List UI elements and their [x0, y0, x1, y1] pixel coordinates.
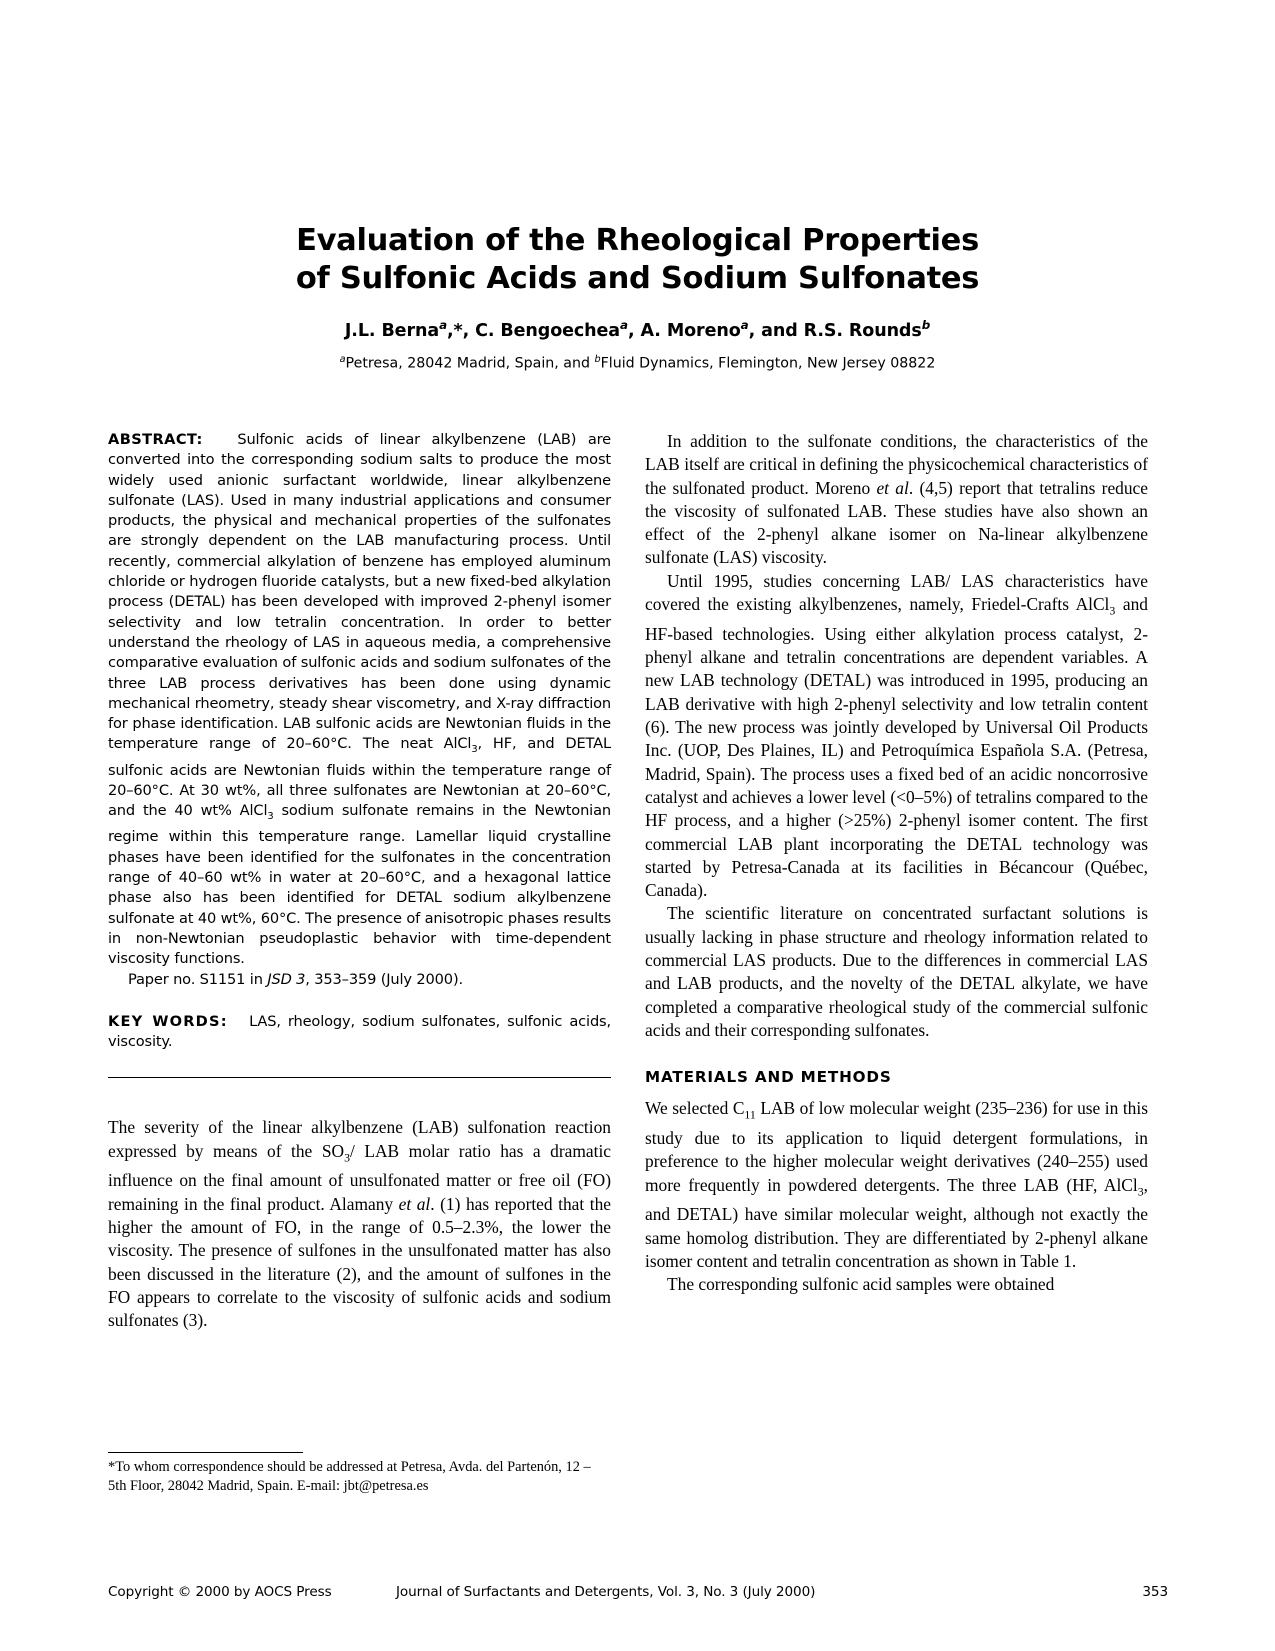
right-p2-part-2: and HF-based technologies. Using either alkylation process catalyst, 2-phenyl alkane and tetralin concentrations are dependent variables. A new LAB technology (DETAL) was introduced in 1995, producing an LAB derivative with high 2-phenyl selectivity and low tetralin content (6). The new process was jointly developed by Universal Oil Products Inc. (UOP, Des Plaines, IL) and Petroquímica Española S.A. (Petresa, Madrid, Spain). The process uses a fixed bed of an acidic noncorrosive catalyst and achieves a lower level (<0–5%) of tetralins compared to the HF process, and a higher (>25%) 2-phenyl isomer content. The first commercial LAB plant incorporating the DETAL technology was started by Petresa-Canada at its facilities in Bécancour (Québec, Canada).: [645, 594, 1148, 901]
right-p1-part-2: . (4,5) report that tetralins reduce the viscosity of sulfonated LAB. These studies have also shown an effect of the 2-phenyl alkane isomer on Na-linear alkylbenzene sulfonate (LAS) viscosity.: [645, 477, 1148, 568]
author-sep-1: ,*,: [447, 320, 476, 341]
left-p1-subscript: 3: [344, 1150, 350, 1165]
abstract-paragraph: [108, 430, 611, 970]
right-p1-part-1: In addition to the sulfonate conditions, the characteristics of the LAB itself are critical in defining the physicochemical characteristics of the sulfonated product. Moreno: [645, 431, 1148, 498]
affiliation-text-b: Fluid Dynamics, Flemington, New Jersey 08822: [600, 355, 936, 372]
author-affil-marker-3: a: [740, 318, 749, 332]
abstract-text-part-2: , HF, and DETAL sulfonic acids are Newtonian fluids within the temperature range of 20–60°C. At 30 wt%, all three sulfonates are Newtonian at 20–60°C, and the 40 wt% AlCl: [108, 735, 611, 820]
paper-number-suffix: , 353–359 (July 2000).: [305, 970, 463, 988]
abstract-text-part-3: sodium sulfonate remains in the Newtonian regime within this temperature range. Lamellar liquid crystalline phases have been identified for the sulfonates in the concentration range of 40–60 wt% in water at 20–60°C, and a hexagonal lattice phase also has been identified for DETAL sodium alkylbenzene sulfonate at 40 wt%, 60°C. The presence of anisotropic phases results in non-Newtonian pseudoplastic behavior with time-dependent viscosity functions.: [108, 802, 611, 968]
footnote-divider-rule: [108, 1452, 303, 1453]
left-p1-part-3: . (1) has reported that the higher the amount of FO, in the range of 0.5–2.3%, the lower the viscosity. The presence of sulfones in the unsulfonated matter has also been discussed in the literature (2), and the amount of sulfones in the FO appears to correlate to the viscosity of sulfonic acids and sodium sulfonates (3).: [108, 1193, 611, 1331]
abstract-subscript-2: 3: [267, 811, 274, 823]
section-heading-materials-and-methods: MATERIALS AND METHODS: [645, 1068, 892, 1087]
right-body-paragraph-5: The corresponding sulfonic acid samples were obtained: [667, 1274, 1055, 1295]
paper-number-prefix: Paper no. S1151 in: [128, 970, 268, 988]
right-p4-part-2: LAB of low molecular weight (235–236) for use in this study due to its application to liquid detergent formulations, in preference to the higher molecular weight derivatives (240–255) used more frequently in powdered detergents. The three LAB (HF, AlCl: [645, 1098, 1148, 1195]
keywords-paragraph: [108, 1012, 611, 1053]
author-name-2: C. Bengoechea: [475, 320, 621, 341]
author-sep-2: ,: [627, 320, 641, 341]
author-name-1: J.L. Berna: [344, 320, 440, 341]
title-line-2: of Sulfonic Acids and Sodium Sulfonates: [295, 261, 980, 296]
paper-number-line: [108, 970, 611, 990]
author-name-3: A. Moreno: [640, 320, 741, 341]
right-column: [645, 430, 1148, 1297]
author-affil-marker-4: b: [921, 318, 931, 332]
journal-abbrev: JSD 3: [267, 970, 306, 988]
left-p1-part-2: / LAB molar ratio has a dramatic influence on the final amount of unsulfonated matter or free oil (FO) remaining in the final product. Alamany: [108, 1140, 612, 1214]
affiliation-text-a: Petresa, 28042 Madrid, Spain, and: [345, 355, 595, 372]
affiliation-line: [150, 350, 1125, 374]
right-body-paragraph-2: [645, 570, 1148, 903]
right-body-paragraph-3: The scientific literature on concentrated surfactant solutions is usually lacking in phase structure and rheology information related to commercial LAS products. Due to the differences in commercial LAS and LAB products, and the novelty of the DETAL alkylate, we have completed a comparative rheological study of the commercial sulfonic acids and their corresponding sulfonates.: [645, 903, 1148, 1040]
footer-page-number: 353: [1142, 1584, 1168, 1600]
left-column-spacer: [108, 1078, 611, 1116]
footer-copyright: Copyright © 2000 by AOCS Press: [108, 1584, 332, 1600]
author-sep-3: , and: [748, 320, 804, 341]
left-p1-part-1: The severity of the linear alkylbenzene (LAB) sulfonation reaction expressed by means of the SO: [108, 1117, 611, 1161]
page-title: [150, 222, 1125, 298]
right-body-paragraph-4: [645, 1097, 1148, 1273]
author-affil-marker-1: a: [439, 318, 447, 332]
abstract-label: ABSTRACT:: [108, 431, 203, 448]
left-body-paragraph-1: [108, 1116, 611, 1332]
abstract-text-part-1: Sulfonic acids of linear alkylbenzene (LAB) are converted into the corresponding sodium salts to produce the most widely used anionic surfactant worldwide, linear alkylbenzene sulfonate (LAS). Used in many industrial applications and consumer products, the physical and mechanical properties of the sulfonates are strongly dependent on the LAB manufacturing process. Until recently, commercial alkylation of benzene has employed aluminum chloride or hydrogen fluoride catalysts, but a new fixed-bed alkylation process (DETAL) has been developed with improved 2-phenyl isomer selectivity and low tetralin concentration. In order to better understand the rheology of LAS in aqueous media, a comprehensive comparative evaluation of sulfonic acids and sodium sulfonates of the three LAB process derivatives has been done using dynamic mechanical rheometry, steady shear viscometry, and X-ray diffraction for phase identification. LAB sulfonic acids are Newtonian fluids in the temperature range of 20–60°C. The neat AlCl: [108, 431, 611, 753]
correspondence-footnote: [108, 1452, 611, 1496]
footnote-text: *To whom correspondence should be addressed at Petresa, Avda. del Partenón, 12 – 5th Floor, 28042 Madrid, Spain. E-mail: jbt@petresa.es: [108, 1459, 591, 1494]
left-column: [108, 430, 611, 1333]
right-p2-subscript: 3: [1109, 603, 1116, 618]
affiliation-marker-b: b: [594, 353, 601, 365]
keywords-text: LAS, rheology, sodium sulfonates, sulfonic acids, viscosity.: [108, 1012, 611, 1051]
title-block: [150, 222, 1125, 374]
right-p4-part-1: We selected C: [645, 1098, 745, 1119]
right-p4-subscript-1: 11: [744, 1107, 756, 1122]
keywords-label: KEY WORDS:: [108, 1012, 228, 1030]
right-p1-italic: et al: [876, 477, 909, 498]
author-affil-marker-2: a: [620, 318, 628, 332]
author-list: [150, 314, 1125, 342]
title-line-1: Evaluation of the Rheological Properties: [296, 223, 979, 258]
right-p4-subscript-2: 3: [1137, 1184, 1144, 1199]
left-p1-italic: et al: [398, 1193, 431, 1214]
affiliation-marker-a: a: [339, 353, 346, 365]
abstract-subscript-1: 3: [471, 744, 478, 756]
right-body-paragraph-1: [645, 430, 1148, 570]
author-name-4: R.S. Rounds: [803, 320, 922, 341]
footer-journal-citation: Journal of Surfactants and Detergents, Vol. 3, No. 3 (July 2000): [396, 1584, 816, 1600]
right-p2-part-1: Until 1995, studies concerning LAB/ LAS characteristics have covered the existing alkylbenzenes, namely, Friedel-Crafts AlCl: [645, 570, 1148, 615]
right-p4-part-3: , and DETAL) have similar molecular weight, although not exactly the same homolog distribution. They are differentiated by 2-phenyl alkane isomer content and tetralin concentration as shown in Table 1.: [645, 1174, 1148, 1271]
